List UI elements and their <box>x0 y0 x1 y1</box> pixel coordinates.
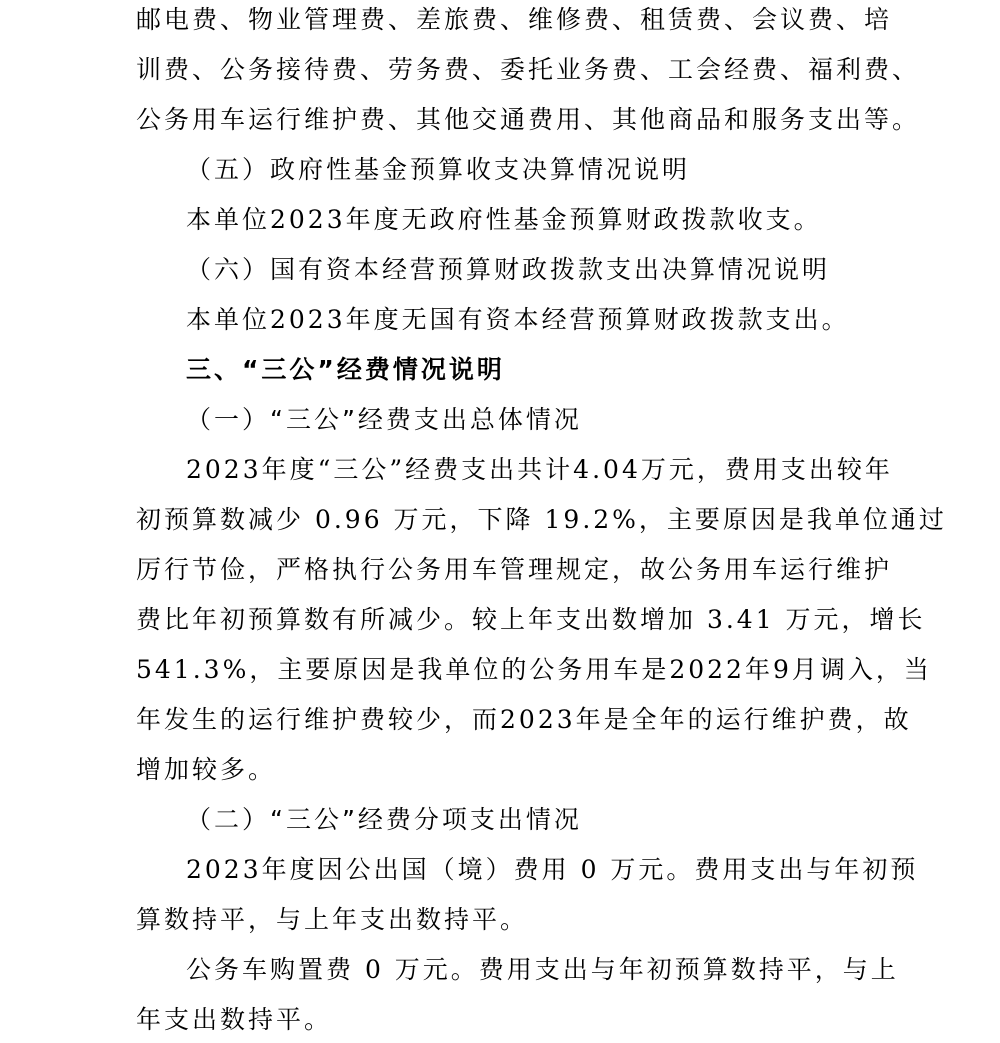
paragraph-line: 年支出数持平。 <box>136 1005 333 1034</box>
paragraph-line: 算数持平，与上年支出数持平。 <box>136 905 529 934</box>
paragraph-line: 费比年初预算数有所减少。较上年支出数增加 3.41 万元，增长 <box>136 605 926 634</box>
paragraph-line: 2023年度“三公”经费支出共计4.04万元，费用支出较年 <box>186 455 893 484</box>
paragraph-line: 训费、公务接待费、劳务费、委托业务费、工会经费、福利费、 <box>136 55 921 84</box>
paragraph-line: 邮电费、物业管理费、差旅费、维修费、租赁费、会议费、培 <box>136 5 893 34</box>
paragraph-line: 年发生的运行维护费较少，而2023年是全年的运行维护费，故 <box>136 705 912 734</box>
paragraph-line: 厉行节俭，严格执行公务用车管理规定，故公务用车运行维护 <box>136 555 893 584</box>
subsection-heading-1: （一）“三公”经费支出总体情况 <box>186 405 582 434</box>
paragraph-line: 541.3%，主要原因是我单位的公务用车是2022年9月调入，当 <box>136 655 932 684</box>
paragraph-line: 公务用车运行维护费、其他交通费用、其他商品和服务支出等。 <box>136 105 921 134</box>
section-heading-5: （五）政府性基金预算收支决算情况说明 <box>186 155 691 184</box>
paragraph-line: 2023年度因公出国（境）费用 0 万元。费用支出与年初预 <box>186 855 919 884</box>
chapter-heading-3: 三、“三公”经费情况说明 <box>186 355 505 384</box>
section-heading-6: （六）国有资本经营预算财政拨款支出决算情况说明 <box>186 255 831 284</box>
paragraph-line: 增加较多。 <box>136 755 277 784</box>
paragraph-line: 本单位2023年度无国有资本经营预算财政拨款支出。 <box>186 305 850 334</box>
paragraph-line: 公务车购置费 0 万元。费用支出与年初预算数持平，与上 <box>186 955 899 984</box>
paragraph-line: 本单位2023年度无政府性基金预算财政拨款收支。 <box>186 205 822 234</box>
paragraph-line: 初预算数减少 0.96 万元，下降 19.2%，主要原因是我单位通过 <box>136 505 947 534</box>
subsection-heading-2: （二）“三公”经费分项支出情况 <box>186 805 582 834</box>
